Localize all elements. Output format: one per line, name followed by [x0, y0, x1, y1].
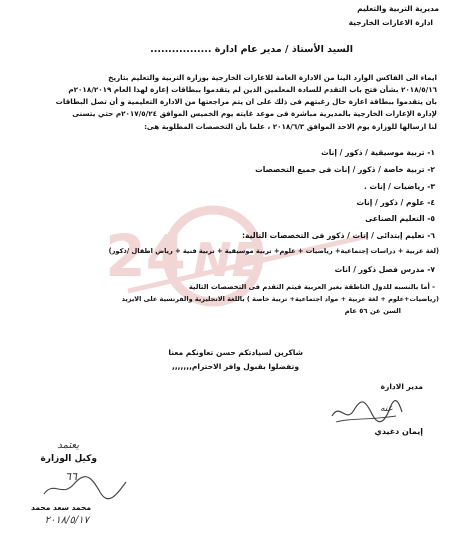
note-line-3: السن عن ٥٦ عام [344, 307, 401, 315]
header-directorate: مديرية التربية والتعليم [357, 4, 439, 13]
list-item-detail: (لغة عربية + دراسات إجتماعية+ رياضيات + علوم+ تربية موسيقية + تربية فنية + رياض اطفال /ذكور) [108, 247, 439, 255]
svg-text:24: 24 [105, 222, 186, 290]
list-item: ٣- رياضيات / إناث . [364, 182, 435, 191]
body-line-5: لنا ارسالها للوزارة يوم الاحد الموافق ٢٠١٨/٦/٣ ، علما بأن التخصصات المطلوبة هى: [144, 122, 437, 131]
list-item: ١- تربية موسيقية / ذكور / إناث [321, 148, 435, 157]
body-line-3: بان يتقدموا ببطاقة اعارة حال رغبتهم فى ذلك على ان يتم مراجعتها من الادارة التعليمية و أن تصل البطاقات [55, 97, 437, 106]
note-line-2: (رياضيات+علوم + لغة عربية + مواد اجتماعية+ تربية خاصة ) باللغة الانجليزية والفرنسية على الايزيد [121, 295, 439, 303]
signature-left [40, 474, 130, 502]
note-line-1: - أما بالنسبه للدول الناطقة بغير العربية فيتم التقدم فى التخصصات التالية [188, 283, 435, 291]
salutation: السيد الأستاذ / مدير عام ادارة ................. [150, 44, 353, 55]
header-department: ادارة الاعارات الخارجية [348, 18, 433, 27]
signatory-title: مدير الادارة [380, 382, 423, 391]
signatory-name: إيمان دغيدي [374, 427, 423, 436]
body-line-4: لإدارة الإعارات الخارجية بالمديرية مباشرة فى موعد غايته يوم الخميس الموافق ٢٠١٧/٥/٢٤م حتي يتسنى [72, 109, 437, 118]
body-line-1: ايماء الى الفاكس الوارد الينا من الادارة العامة للاعارات الخارجية بوزارة التربية والتعليم بتاريخ [108, 73, 437, 82]
svg-text:NE: NE [193, 233, 263, 287]
list-item: ٥- التعليم الصناعى [365, 214, 435, 223]
list-item: ٦- تعليم إبتدائى / إناث / ذكور فى التخصصات التالية: [241, 231, 435, 240]
approval-handwritten: يعتمد [57, 440, 79, 451]
list-item: ٤- علوم / ذكور / إناث [356, 198, 435, 207]
signature-right [330, 398, 404, 428]
list-item: ٢- تربية خاصة / ذكور / إناث فى جميع التخصصات [255, 165, 435, 174]
list-item: ٧- مدرس فصل ذكور / اناث [334, 265, 435, 274]
handwritten-number: ٦٦ [65, 470, 77, 483]
body-line-2: ٢٠١٨/٥/١٦ بشأن فتح باب التقدم للسادة المعلمين الذين لم يتقدموا ببطاقات إعارة لهذا العام ٢٠١٨/٢٠١٩م [68, 85, 437, 94]
deputy-minister-name: محمد سعد محمد [31, 503, 91, 512]
closing-regards: وتفضلوا بقبول وافر الاحترام,,,,,,, [171, 362, 299, 371]
approval-date: ٢٠١٨/٥/١٧ [44, 515, 89, 526]
signatory-handwritten-note: عنه [380, 404, 393, 414]
deputy-minister-title: وكيل الوزارة [40, 454, 97, 464]
closing-thanks: شاكرين لسيادتكم حسن تعاونكم معنا [168, 348, 303, 357]
